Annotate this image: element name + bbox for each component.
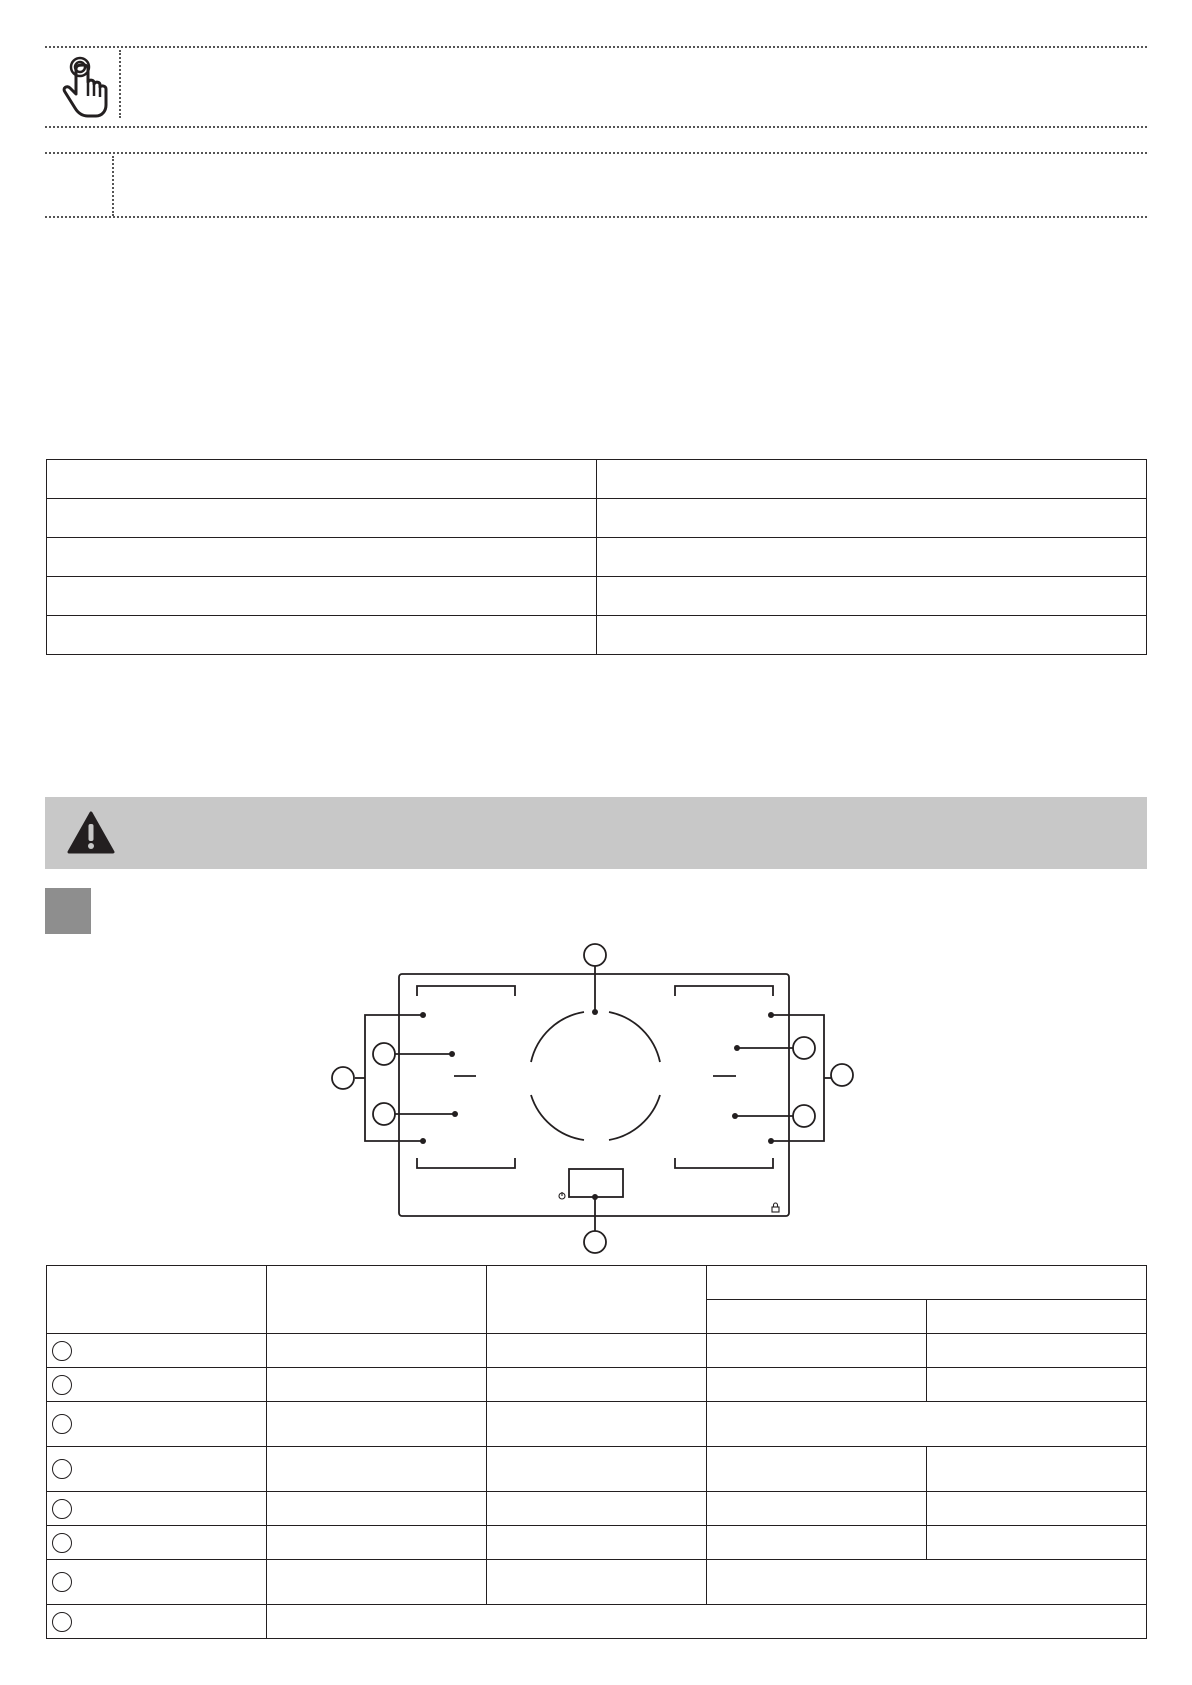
table-cell bbox=[47, 616, 597, 655]
callout-circle bbox=[584, 944, 606, 966]
section-marker bbox=[45, 888, 91, 934]
table-cell bbox=[267, 1447, 487, 1492]
table-cell bbox=[267, 1402, 487, 1447]
callout-circle bbox=[793, 1037, 815, 1059]
table-cell bbox=[707, 1447, 927, 1492]
row-marker bbox=[52, 1341, 72, 1361]
row-marker bbox=[52, 1459, 72, 1479]
table-cell bbox=[47, 577, 597, 616]
callout-circle bbox=[584, 1231, 606, 1253]
note-1-bottom-border bbox=[45, 126, 1147, 128]
table-cell bbox=[597, 460, 1147, 499]
table-cell bbox=[707, 1560, 1147, 1605]
table-cell bbox=[927, 1492, 1147, 1526]
table-cell bbox=[927, 1368, 1147, 1402]
table-cell bbox=[267, 1368, 487, 1402]
table-cell bbox=[597, 538, 1147, 577]
zone-arc bbox=[609, 1095, 660, 1140]
table-header-cell bbox=[487, 1266, 707, 1334]
table-cell bbox=[267, 1526, 487, 1560]
table-cell bbox=[927, 1334, 1147, 1368]
table-cell bbox=[707, 1492, 927, 1526]
zone-bracket bbox=[417, 1158, 515, 1168]
table-cell bbox=[927, 1447, 1147, 1492]
warning-icon bbox=[67, 811, 115, 855]
hob-diagram bbox=[320, 938, 860, 1258]
row-marker bbox=[52, 1533, 72, 1553]
zone-arc bbox=[531, 1012, 584, 1062]
table-cell bbox=[267, 1560, 487, 1605]
callout-circle bbox=[373, 1103, 395, 1125]
callout-circle bbox=[373, 1043, 395, 1065]
table-cell bbox=[47, 1605, 267, 1639]
table-cell bbox=[267, 1492, 487, 1526]
table-cell bbox=[47, 1447, 267, 1492]
hand-touch-icon bbox=[58, 56, 110, 118]
table-cell bbox=[267, 1334, 487, 1368]
table-cell bbox=[47, 460, 597, 499]
zone-table bbox=[46, 1265, 1147, 1639]
table-cell bbox=[707, 1402, 1147, 1447]
table-cell bbox=[487, 1334, 707, 1368]
spec-table bbox=[46, 459, 1147, 655]
zone-bracket bbox=[675, 986, 773, 996]
table-cell bbox=[597, 616, 1147, 655]
table-cell bbox=[487, 1526, 707, 1560]
lock-icon bbox=[772, 1203, 779, 1212]
table-cell bbox=[47, 1560, 267, 1605]
table-header-cell bbox=[707, 1300, 927, 1334]
table-header-cell bbox=[927, 1300, 1147, 1334]
note-2-bottom-border bbox=[45, 216, 1147, 218]
row-marker bbox=[52, 1414, 72, 1434]
row-marker bbox=[52, 1572, 72, 1592]
power-icon bbox=[559, 1192, 565, 1199]
table-cell bbox=[47, 1334, 267, 1368]
table-cell bbox=[47, 1368, 267, 1402]
row-marker bbox=[52, 1375, 72, 1395]
warning-banner bbox=[45, 797, 1147, 869]
table-cell bbox=[597, 577, 1147, 616]
table-cell bbox=[927, 1526, 1147, 1560]
table-cell bbox=[707, 1368, 927, 1402]
row-marker bbox=[52, 1612, 72, 1632]
note-1-divider bbox=[119, 50, 121, 118]
callout-bracket bbox=[771, 1015, 824, 1141]
note-2-top-border bbox=[45, 152, 1147, 154]
table-cell bbox=[707, 1526, 927, 1560]
note-top-border bbox=[45, 46, 1147, 48]
row-marker bbox=[52, 1499, 72, 1519]
zone-arc bbox=[609, 1012, 660, 1062]
note-2-divider bbox=[112, 156, 114, 216]
control-display bbox=[569, 1169, 623, 1197]
table-cell bbox=[487, 1368, 707, 1402]
table-cell bbox=[47, 1492, 267, 1526]
zone-arc bbox=[531, 1095, 584, 1140]
table-header-cell bbox=[707, 1266, 1147, 1300]
table-cell bbox=[487, 1447, 707, 1492]
callout-bracket bbox=[365, 1015, 423, 1141]
zone-bracket bbox=[417, 986, 515, 996]
callout-circle bbox=[793, 1105, 815, 1127]
table-cell bbox=[47, 538, 597, 577]
table-cell bbox=[47, 1402, 267, 1447]
table-cell bbox=[707, 1334, 927, 1368]
table-cell bbox=[487, 1402, 707, 1447]
table-cell bbox=[487, 1560, 707, 1605]
table-cell bbox=[597, 499, 1147, 538]
table-cell bbox=[47, 1526, 267, 1560]
table-header-cell bbox=[47, 1266, 267, 1334]
table-header-cell bbox=[267, 1266, 487, 1334]
callout-circle bbox=[332, 1067, 354, 1089]
table-cell bbox=[487, 1492, 707, 1526]
callout-circle bbox=[831, 1064, 853, 1086]
table-cell bbox=[47, 499, 597, 538]
table-cell bbox=[267, 1605, 1147, 1639]
zone-bracket bbox=[675, 1158, 773, 1168]
